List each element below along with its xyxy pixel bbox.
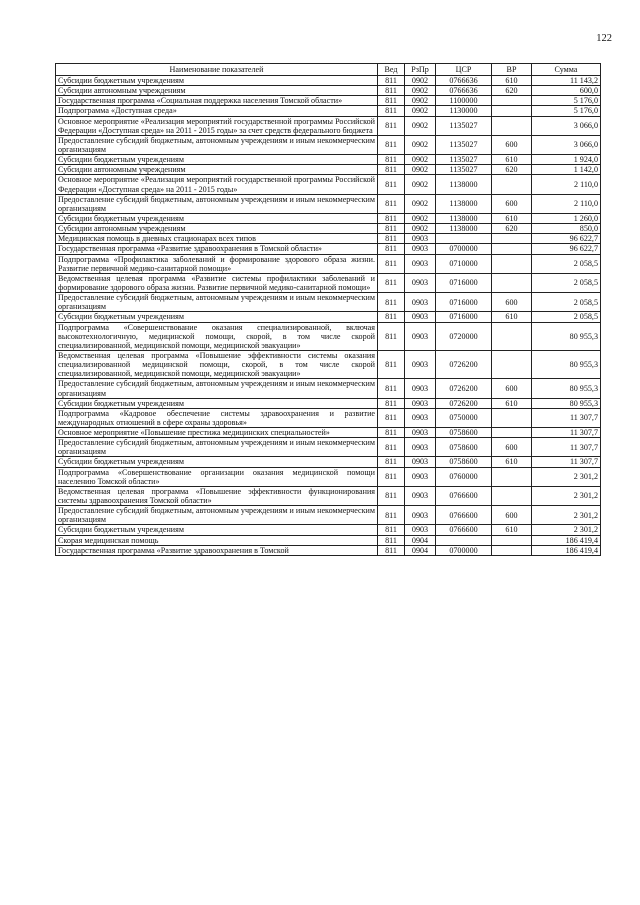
cell-ved: 811 [378,506,405,525]
cell-name: Подпрограмма «Профилактика заболеваний и формирование здорового образа жизни. Развитие первичной медико-санитарной помощи» [56,254,378,273]
cell-rzpr: 0902 [405,106,436,116]
cell-vr: 610 [492,155,532,165]
cell-ved: 811 [378,379,405,398]
table-row [56,438,601,457]
cell-csr: 0726200 [436,379,492,398]
cell-sum: 1 260,0 [532,213,601,223]
cell-csr: 0726200 [436,398,492,408]
cell-rzpr: 0902 [405,96,436,106]
cell-rzpr: 0904 [405,545,436,555]
cell-ved: 811 [378,244,405,254]
cell-name: Подпрограмма «Совершенствование оказания специализированной, включая высокотехнологичную, медицинской помощи, скорой, в том числе скорой специализированной, медицинской помощи, медицинской эвакуации» [56,322,378,350]
cell-name: Ведомственная целевая программа «Повышение эффективности системы оказания специализированной медицинской помощи, скорой, в том числе скорой специализированной, медицинской помощи, медицинской эвакуации» [56,350,378,378]
cell-csr: 0766600 [436,486,492,505]
cell-csr: 1138000 [436,213,492,223]
cell-rzpr: 0902 [405,155,436,165]
cell-name: Государственная программа «Развитие здравоохранения в Томской [56,545,378,555]
cell-csr [436,234,492,244]
cell-vr: 600 [492,506,532,525]
cell-ved: 811 [378,254,405,273]
cell-rzpr: 0902 [405,76,436,86]
cell-csr: 1135027 [436,165,492,175]
cell-csr: 0710000 [436,254,492,273]
cell-rzpr: 0903 [405,438,436,457]
cell-ved: 811 [378,467,405,486]
cell-rzpr: 0904 [405,535,436,545]
cell-csr [436,535,492,545]
table-row [56,135,601,154]
cell-sum: 3 066,0 [532,116,601,135]
cell-name: Подпрограмма «Совершенствование организации оказания медицинской помощи населению Томской области» [56,467,378,486]
cell-sum: 186 419,4 [532,545,601,555]
cell-vr [492,273,532,292]
cell-name: Субсидии автономным учреждениям [56,165,378,175]
cell-csr: 1130000 [436,106,492,116]
cell-rzpr: 0902 [405,135,436,154]
cell-csr: 1138000 [436,175,492,194]
cell-sum: 2 110,0 [532,194,601,213]
table-row [56,175,601,194]
cell-name: Субсидии бюджетным учреждениям [56,155,378,165]
cell-csr: 0766600 [436,506,492,525]
cell-sum: 11 307,7 [532,408,601,427]
cell-rzpr: 0903 [405,234,436,244]
cell-name: Субсидии бюджетным учреждениям [56,312,378,322]
table-row [56,213,601,223]
cell-ved: 811 [378,312,405,322]
table-row [56,165,601,175]
cell-name: Скорая медицинская помощь [56,535,378,545]
cell-sum: 186 419,4 [532,535,601,545]
cell-rzpr: 0903 [405,506,436,525]
cell-sum: 2 058,5 [532,312,601,322]
cell-csr: 0760000 [436,467,492,486]
cell-name: Предоставление субсидий бюджетным, автономным учреждениям и иным некоммерческим организациям [56,293,378,312]
header-sum: Сумма [532,64,601,76]
cell-vr: 610 [492,457,532,467]
cell-sum: 850,0 [532,224,601,234]
cell-sum: 2 110,0 [532,175,601,194]
cell-vr [492,467,532,486]
cell-rzpr: 0902 [405,165,436,175]
cell-name: Ведомственная целевая программа «Развитие системы профилактики заболеваний и формирование здорового образа жизни. Развитие первичной медико-санитарной помощи» [56,273,378,292]
cell-rzpr: 0902 [405,213,436,223]
cell-name: Субсидии бюджетным учреждениям [56,76,378,86]
table-row [56,312,601,322]
cell-sum: 11 143,2 [532,76,601,86]
cell-csr: 1135027 [436,155,492,165]
cell-csr: 0720000 [436,322,492,350]
table-row [56,155,601,165]
cell-csr: 0700000 [436,244,492,254]
cell-ved: 811 [378,155,405,165]
table-row [56,293,601,312]
cell-ved: 811 [378,398,405,408]
cell-ved: 811 [378,428,405,438]
cell-csr: 0726200 [436,350,492,378]
cell-name: Субсидии автономным учреждениям [56,86,378,96]
cell-sum: 1 924,0 [532,155,601,165]
cell-ved: 811 [378,293,405,312]
cell-ved: 811 [378,135,405,154]
cell-name: Предоставление субсидий бюджетным, автономным учреждениям и иным некоммерческим организациям [56,194,378,213]
header-row [56,64,601,76]
cell-ved: 811 [378,96,405,106]
table-row [56,273,601,292]
cell-vr: 610 [492,398,532,408]
cell-rzpr: 0903 [405,244,436,254]
header-csr: ЦСР [436,64,492,76]
table-row [56,76,601,86]
cell-vr [492,428,532,438]
cell-name: Субсидии бюджетным учреждениям [56,457,378,467]
table-row [56,398,601,408]
cell-name: Государственная программа «Социальная поддержка населения Томской области» [56,96,378,106]
table-row [56,467,601,486]
cell-rzpr: 0903 [405,467,436,486]
cell-sum: 96 622,7 [532,244,601,254]
table-row [56,350,601,378]
cell-ved: 811 [378,273,405,292]
cell-vr [492,408,532,427]
cell-vr [492,96,532,106]
cell-name: Государственная программа «Развитие здравоохранения в Томской области» [56,244,378,254]
table-row [56,525,601,535]
cell-name: Предоставление субсидий бюджетным, автономным учреждениям и иным некоммерческим организациям [56,135,378,154]
cell-sum: 11 307,7 [532,438,601,457]
header-ved: Вед [378,64,405,76]
cell-vr: 620 [492,224,532,234]
cell-name: Подпрограмма «Кадровое обеспечение системы здравоохранения и развитие международных отношений в сфере охраны здоровья» [56,408,378,427]
cell-vr: 600 [492,379,532,398]
cell-sum: 80 955,3 [532,350,601,378]
cell-csr: 1135027 [436,135,492,154]
table-row [56,457,601,467]
cell-name: Подпрограмма «Доступная среда» [56,106,378,116]
table-row [56,194,601,213]
cell-ved: 811 [378,106,405,116]
cell-csr: 0766636 [436,76,492,86]
cell-vr: 600 [492,194,532,213]
budget-table [55,63,601,556]
cell-sum: 2 058,5 [532,273,601,292]
cell-vr: 600 [492,438,532,457]
cell-name: Медицинская помощь в дневных стационарах всех типов [56,234,378,244]
cell-vr [492,545,532,555]
cell-csr: 0750000 [436,408,492,427]
cell-ved: 811 [378,438,405,457]
cell-rzpr: 0903 [405,398,436,408]
cell-csr: 0700000 [436,545,492,555]
cell-ved: 811 [378,116,405,135]
cell-vr [492,106,532,116]
cell-ved: 811 [378,486,405,505]
cell-name: Предоставление субсидий бюджетным, автономным учреждениям и иным некоммерческим организациям [56,379,378,398]
cell-csr: 0758600 [436,457,492,467]
cell-sum: 5 176,0 [532,106,601,116]
table-row [56,535,601,545]
cell-vr [492,234,532,244]
cell-sum: 80 955,3 [532,322,601,350]
cell-ved: 811 [378,213,405,223]
cell-sum: 80 955,3 [532,398,601,408]
cell-ved: 811 [378,224,405,234]
table-header [56,64,601,76]
cell-name: Субсидии бюджетным учреждениям [56,213,378,223]
cell-rzpr: 0902 [405,194,436,213]
table-row [56,428,601,438]
cell-rzpr: 0903 [405,379,436,398]
header-name: Наименование показателей [56,64,378,76]
cell-csr: 1100000 [436,96,492,106]
cell-ved: 811 [378,175,405,194]
cell-ved: 811 [378,408,405,427]
cell-name: Основное мероприятие «Реализация мероприятий государственной программы Российской Федерации «Доступная среда» на 2011 - 2015 годы» за счет средств федерального бюджета [56,116,378,135]
cell-sum: 2 301,2 [532,506,601,525]
page-number: 122 [596,33,612,44]
cell-vr: 600 [492,135,532,154]
cell-sum: 2 058,5 [532,254,601,273]
cell-vr: 620 [492,165,532,175]
cell-ved: 811 [378,86,405,96]
cell-vr [492,244,532,254]
table-row [56,322,601,350]
cell-ved: 811 [378,535,405,545]
cell-sum: 3 066,0 [532,135,601,154]
cell-vr: 610 [492,76,532,86]
table-row [56,234,601,244]
cell-rzpr: 0903 [405,408,436,427]
cell-sum: 11 307,7 [532,457,601,467]
table-row [56,506,601,525]
cell-ved: 811 [378,165,405,175]
cell-vr [492,486,532,505]
cell-rzpr: 0903 [405,350,436,378]
cell-vr [492,175,532,194]
cell-sum: 80 955,3 [532,379,601,398]
cell-ved: 811 [378,545,405,555]
cell-name: Предоставление субсидий бюджетным, автономным учреждениям и иным некоммерческим организациям [56,506,378,525]
table-row [56,486,601,505]
cell-csr: 1135027 [436,116,492,135]
cell-sum: 600,0 [532,86,601,96]
cell-rzpr: 0903 [405,293,436,312]
cell-name: Субсидии бюджетным учреждениям [56,525,378,535]
cell-name: Субсидии автономным учреждениям [56,224,378,234]
cell-rzpr: 0902 [405,116,436,135]
cell-vr [492,350,532,378]
cell-ved: 811 [378,194,405,213]
table-row [56,86,601,96]
cell-csr: 1138000 [436,224,492,234]
table-body [56,76,601,556]
cell-name: Ведомственная целевая программа «Повышение эффективности функционирования системы здравоохранения Томской области» [56,486,378,505]
cell-sum: 2 301,2 [532,525,601,535]
cell-sum: 2 301,2 [532,467,601,486]
cell-csr: 0766636 [436,86,492,96]
table-row [56,408,601,427]
cell-name: Субсидии бюджетным учреждениям [56,398,378,408]
cell-rzpr: 0903 [405,486,436,505]
cell-csr: 0716000 [436,293,492,312]
cell-rzpr: 0902 [405,86,436,96]
table-row [56,244,601,254]
cell-rzpr: 0903 [405,457,436,467]
cell-ved: 811 [378,457,405,467]
cell-csr: 0716000 [436,312,492,322]
cell-sum: 1 142,0 [532,165,601,175]
cell-vr: 600 [492,293,532,312]
table-row [56,379,601,398]
table-row [56,545,601,555]
cell-ved: 811 [378,525,405,535]
cell-vr [492,535,532,545]
cell-name: Основное мероприятие «Реализация мероприятий государственной программы Российской Федерации «Доступная среда» на 2011 - 2015 годы» [56,175,378,194]
cell-sum: 11 307,7 [532,428,601,438]
cell-vr [492,116,532,135]
cell-csr: 0766600 [436,525,492,535]
cell-csr: 1138000 [436,194,492,213]
cell-vr [492,254,532,273]
table-row [56,106,601,116]
cell-name: Основное мероприятие «Повышение престижа медицинских специальностей» [56,428,378,438]
table-row [56,254,601,273]
cell-ved: 811 [378,76,405,86]
cell-name: Предоставление субсидий бюджетным, автономным учреждениям и иным некоммерческим организациям [56,438,378,457]
cell-vr: 610 [492,312,532,322]
table-row [56,224,601,234]
header-rzpr: РзПр [405,64,436,76]
cell-csr: 0758600 [436,438,492,457]
cell-rzpr: 0903 [405,428,436,438]
cell-csr: 0758600 [436,428,492,438]
cell-rzpr: 0903 [405,254,436,273]
cell-vr: 610 [492,213,532,223]
cell-sum: 2 301,2 [532,486,601,505]
cell-sum: 5 176,0 [532,96,601,106]
cell-vr: 620 [492,86,532,96]
cell-rzpr: 0903 [405,322,436,350]
cell-vr [492,322,532,350]
cell-rzpr: 0902 [405,224,436,234]
cell-sum: 2 058,5 [532,293,601,312]
table-row [56,96,601,106]
cell-sum: 96 622,7 [532,234,601,244]
cell-ved: 811 [378,350,405,378]
cell-rzpr: 0903 [405,525,436,535]
cell-rzpr: 0903 [405,312,436,322]
table-row [56,116,601,135]
cell-ved: 811 [378,234,405,244]
cell-vr: 610 [492,525,532,535]
cell-ved: 811 [378,322,405,350]
cell-rzpr: 0902 [405,175,436,194]
cell-csr: 0716000 [436,273,492,292]
header-vr: ВР [492,64,532,76]
cell-rzpr: 0903 [405,273,436,292]
